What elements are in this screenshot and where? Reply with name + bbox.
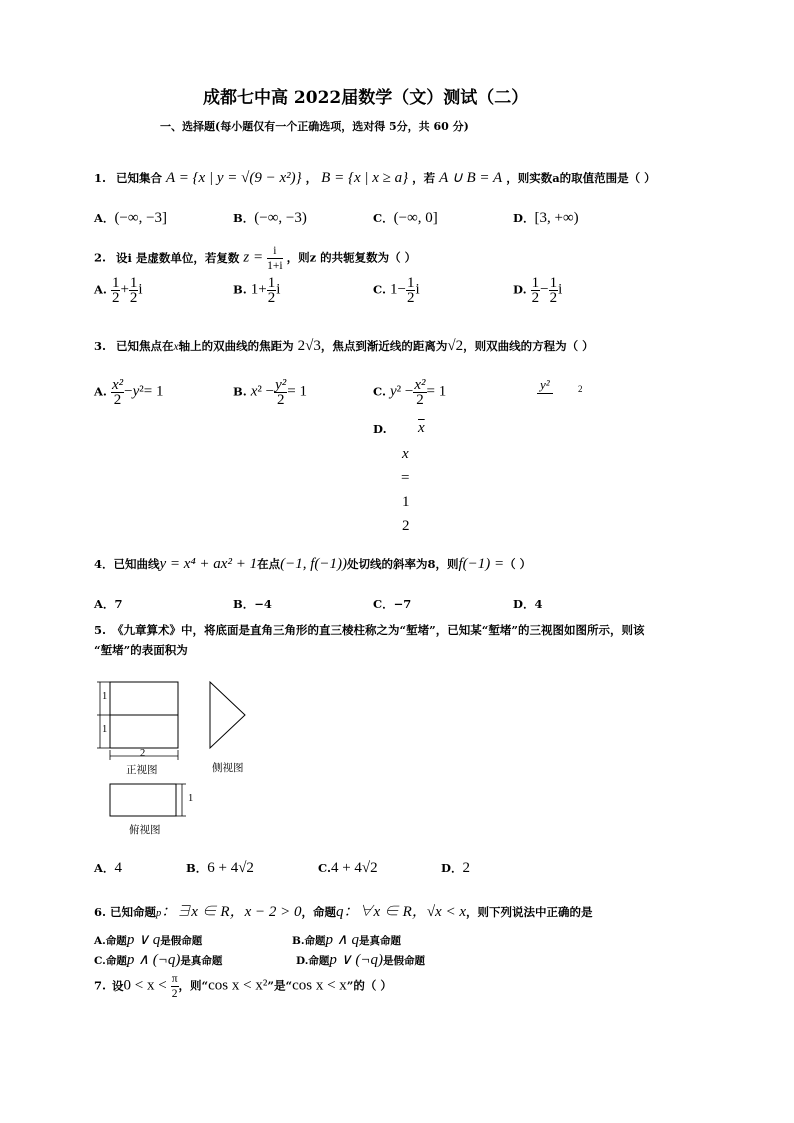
q5-option-d: D．2 [441,860,470,876]
q1-option-d: D．[3, +∞) [513,210,579,226]
q2-z: z = [243,249,264,266]
question-3: 3. 已知焦点在x轴上的双曲线的焦距为 2√3，焦点到渐近线的距离为√2，则双曲线的方程为（ ） [94,338,594,354]
q1-option-b: B．(−∞, −3) [233,210,307,226]
fig-dim-1a: 1 [102,691,108,702]
q1-option-a: A．(−∞, −3] [94,210,168,226]
q2-option-d: D. $\frac{1}{2}$ − $\frac{1}{2}$ i [513,275,563,306]
q6-option-c: C.命题p ∧ (¬q)是真命题 [94,952,223,968]
q3-option-a: A. $\frac{\text{x²}}{2}$ −y²= 1 [94,377,164,408]
question-5: 5. 《九章算术》中，将底面是直角三角形的直三棱柱称之为“堑堵”，已知某“堑堵”的三视图如图所示，则该 [94,623,645,637]
three-view-figure [94,676,264,842]
top-view-caption: 俯视图 [129,824,161,836]
question-4: 4．已知曲线y = x⁴ + ax² + 1在点(−1, f(−1))处切线的斜率为8，则f(−1) =（ ） [94,556,532,572]
q2-option-b: B. 1+ $\frac{1}{2}$ i [233,275,281,306]
q1-mid: ，若 [412,171,436,185]
fig-dim-3: 1 [188,793,194,804]
q1-post: ，则实数a的取值范围是（ ） [506,171,656,185]
top-view-rect [110,784,176,816]
question-1: 1. 已知集合 A = {x | y = √(9 − x²)} ， B = {x | x ≥ a} ，若 A ∪ B = A ，则实数a的取值范围是（ ） [94,170,656,186]
q2-post: ，则z 的共轭复数为（ ） [286,250,417,265]
q4-option-c: C．−7 [373,597,412,611]
q6-option-b: B.命题p ∧ q是真命题 [292,932,402,948]
q2-number: 2. [94,250,107,265]
q3-d-broken-2: = [401,470,410,486]
q1-set-b: B = {x | x ≥ a} [321,170,409,186]
fig-dim-2: 2 [140,748,146,759]
q1-number: 1. [94,171,107,185]
question-5-line2: “堑堵”的表面积为 [94,643,188,657]
q4-option-a: A．7 [94,597,123,611]
q3-d-broken-4: 2 [402,518,410,534]
q3-d-broken-0: $\overline{x}$ [418,420,425,436]
front-view-caption: 正视图 [126,764,158,776]
q1-option-c: C．(−∞, 0] [373,210,438,226]
side-view-triangle [210,682,245,748]
q3-d-broken-1: x [402,446,409,462]
q3-d-exp: 2 [578,384,583,394]
q4-curve: y = x⁴ + ax² + 1 [159,556,258,572]
q4-option-b: B．−4 [233,597,272,611]
q5-option-c: C.4 + 4√2 [318,860,378,876]
q6-option-d: D.命题p ∨ (¬q)是假命题 [296,952,425,968]
q2-fraction: $\frac{i}{1+i}$ [267,245,283,272]
fig-dim-1b: 1 [102,724,108,735]
q2-option-a: A. $\frac{1}{2}$ + $\frac{1}{2}$ i [94,275,143,306]
q1-pre: 已知集合 [116,171,163,185]
q1-condition: A ∪ B = A [439,170,503,186]
q2-pre: 设i 是虚数单位，若复数 [116,250,240,265]
q4-option-d: D．4 [513,597,543,611]
side-view-caption: 侧视图 [212,762,244,774]
q3-d-broken-3: 1 [402,494,410,510]
question-2 [94,244,416,273]
q1-set-a: A = {x | y = √(9 − x²)} [166,170,302,186]
question-7: 7. 设0 < x < $\frac{\pi}{2}$ ，则“cos x < x²”是“cos x < x”的（ ） [94,973,392,1000]
q5-option-b: B．6 + 4√2 [186,860,254,876]
q3-dist: √2 [447,338,464,354]
q2-option-c: C. 1− $\frac{1}{2}$ i [373,275,420,306]
q3-option-c: C. y² − $\frac{\text{x²}}{2}$ = 1 [373,377,447,408]
q3-d-top: y² [537,377,553,394]
page-title: 成都七中高 2022届数学（文）测试（二） [203,88,529,108]
q3-option-b: B. x² − $\frac{\text{y²}}{2}$ = 1 [233,377,308,408]
section-heading: 一、选择题(每小题仅有一个正确选项，选对得 5分，共 60 分) [160,120,469,133]
q3-option-d-label: D. [373,422,387,436]
q6-option-a: A.命题p ∨ q是假命题 [94,932,203,948]
q5-option-a: A．4 [94,860,122,876]
q3-focal: 2√3 [297,338,321,354]
question-6: 6. 已知命题p：∃x ∈ R，x − 2 > 0，命题q：∀x ∈ R，√x < x，则下列说法中正确的是 [94,904,593,920]
q4-point: (−1, f(−1)) [280,556,347,572]
